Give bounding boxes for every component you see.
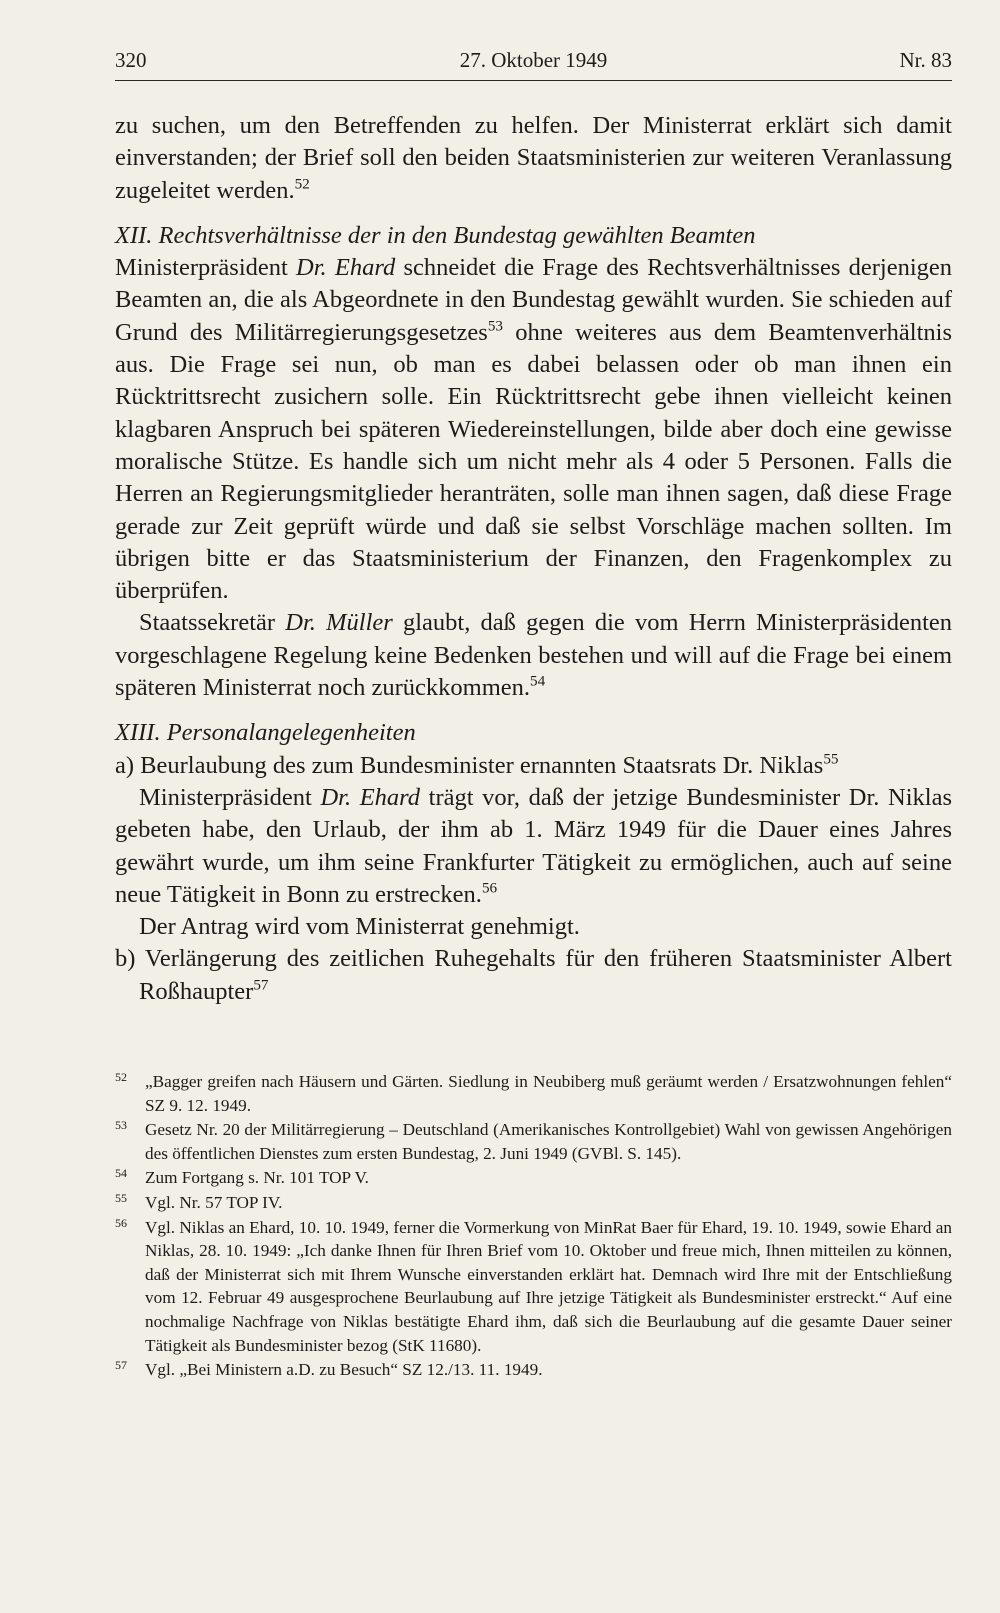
document-number: Nr. 83 bbox=[899, 48, 952, 72]
footnote bbox=[115, 1191, 952, 1215]
footnote-text: Zum Fortgang s. Nr. 101 TOP V. bbox=[145, 1168, 369, 1188]
footnote-text: Vgl. Nr. 57 TOP IV. bbox=[145, 1192, 283, 1212]
paragraph: Der Antrag wird vom Ministerrat genehmigt. bbox=[139, 913, 580, 941]
footnote-ref[interactable]: 57 bbox=[253, 976, 269, 994]
paragraph: Ministerpräsident Dr. Ehard schneidet die Frage des Rechtsverhältnisses derjenigen Beamten an, die als Abgeordnete in den Bundestag gewählt wurden. Sie schieden auf Grund des Militärregierungsgesetzes$^{53}$ ohne weiteres aus dem Beamtenverhältnis aus. Die Frage sei nun, ob man es dabei belassen oder ob man ihnen ein Rücktrittsrecht zusichern solle. Ein Rücktrittsrecht gebe ihnen vielleicht keinen klagbaren Anspruch bei späteren Wiedereinstellungen, bilde aber doch eine gewisse moralische Stütze. Es handle sich um nicht mehr als 4 oder 5 Personen. Falls die Herren an Regierungsmitglieder heranträten, solle man ihnen sagen, daß diese Frage gerade zur Zeit geprüft würde und daß sie selbst Vorschläge machen sollten. Im übrigen bitte er das Staatsministerium der Finanzen, den Fragenkomplex zu überprüfen. bbox=[115, 254, 953, 605]
header-date: 27. Oktober 1949 bbox=[459, 48, 608, 72]
footnote-number: 55 bbox=[115, 1190, 127, 1205]
paragraph: Staatssekretär Dr. Müller glaubt, daß gegen die vom Herrn Ministerpräsidenten vorgeschlagene Regelung keine Bedenken bestehen und will auf die Frage bei einem späteren Ministerrat noch zurückkommen.$^{54}$ bbox=[115, 609, 953, 702]
paragraph: Ministerpräsident Dr. Ehard trägt vor, daß der jetzige Bundesminister Dr. Niklas gebeten habe, den Urlaub, der ihm ab 1. März 1949 für die Dauer eines Jahres gewährt wurde, um ihm seine Frankfurter Tätigkeit zu ermöglichen, auch auf seine neue Tätigkeit in Bonn zu erstrecken.$^{56}$ bbox=[115, 783, 952, 908]
paragraph: zu suchen, um den Betreffenden zu helfen. Der Ministerrat erklärt sich damit einverstanden; der Brief soll den beiden Staatsministerien zur weiteren Veranlassung zugeleitet werden.$^{52}$ bbox=[115, 112, 952, 204]
page-number: 320 bbox=[115, 48, 147, 72]
footnote-number: 54 bbox=[115, 1166, 127, 1181]
footnote bbox=[115, 1118, 952, 1165]
footnote-text: „Bagger greifen nach Häusern und Gärten. Siedlung in Neubiberg muß geräumt werden / Ersatzwohnungen fehlen“ SZ 9. 12. 1949. bbox=[145, 1072, 952, 1115]
footnote bbox=[115, 1216, 952, 1358]
footnote bbox=[115, 1358, 952, 1382]
footnote-ref[interactable]: 53 bbox=[487, 317, 504, 335]
subsection-a: a) Beurlaubung des zum Bundesminister ernannten Staatsrats Dr. Niklas$^{55}$ bbox=[115, 750, 839, 779]
footnote-number: 53 bbox=[115, 1118, 127, 1133]
main-text bbox=[115, 110, 952, 1008]
footnote-ref[interactable]: 54 bbox=[530, 672, 546, 690]
running-header bbox=[115, 48, 952, 81]
speaker-name: Dr. Müller bbox=[285, 609, 393, 637]
footnote-ref[interactable]: 55 bbox=[823, 750, 839, 768]
footnote-text: Vgl. Niklas an Ehard, 10. 10. 1949, ferner die Vormerkung von MinRat Baer für Ehard, 19. 10. 1949, sowie Ehard an Niklas, 28. 10. 1949: „Ich danke Ihnen für Ihren Brief vom 10. Oktober und freue mich, Ihnen mitteilen zu können, daß der Ministerrat sich mit Ihrem Wunsche einverstanden erklärt hat. Demnach wird Ihre mit der Entschließung vom 12. Februar 49 ausgesprochene Beurlaubung auf Ihre jetzige Tätigkeit als Bundesminister erstreckt.“ Auf eine nochmalige Nachfrage von Niklas bestätigte Ehard ihm, daß sich die Beurlaubung auf die gesamte Dauer seiner Tätigkeit als Bundesminister bezog (StK 11680). bbox=[145, 1217, 952, 1355]
subsection-b: b) Verlängerung des zeitlichen Ruhegehalts für den früheren Staatsminister Albert Roßhaupter$^{57}$ bbox=[115, 945, 952, 1005]
footnote-number: 56 bbox=[115, 1215, 127, 1230]
footnote-text: Vgl. „Bei Ministern a.D. zu Besuch“ SZ 12./13. 11. 1949. bbox=[145, 1360, 543, 1380]
footnote-number: 52 bbox=[115, 1070, 127, 1084]
speaker-name: Dr. Ehard bbox=[296, 254, 396, 282]
footnote-ref[interactable]: 52 bbox=[294, 175, 310, 193]
section-heading-xiii: XIII. Personalangelegenheiten bbox=[115, 719, 416, 747]
footnote-ref[interactable]: 56 bbox=[481, 879, 498, 897]
footnote bbox=[115, 1166, 952, 1190]
speaker-name: Dr. Ehard bbox=[320, 783, 421, 811]
footnote bbox=[115, 1070, 952, 1117]
footnote-number: 57 bbox=[115, 1358, 127, 1373]
footnotes bbox=[115, 1070, 952, 1383]
footnote-text: Gesetz Nr. 20 der Militärregierung – Deutschland (Amerikanisches Kontrollgebiet) Wahl von gewissen Angehörigen des öffentlichen Dienstes zum ersten Bundestag, 2. Juni 1949 (GVBl. S. 145). bbox=[145, 1120, 952, 1163]
section-heading-xii: XII. Rechtsverhältnisse der in den Bundestag gewählten Beamten bbox=[115, 221, 756, 249]
